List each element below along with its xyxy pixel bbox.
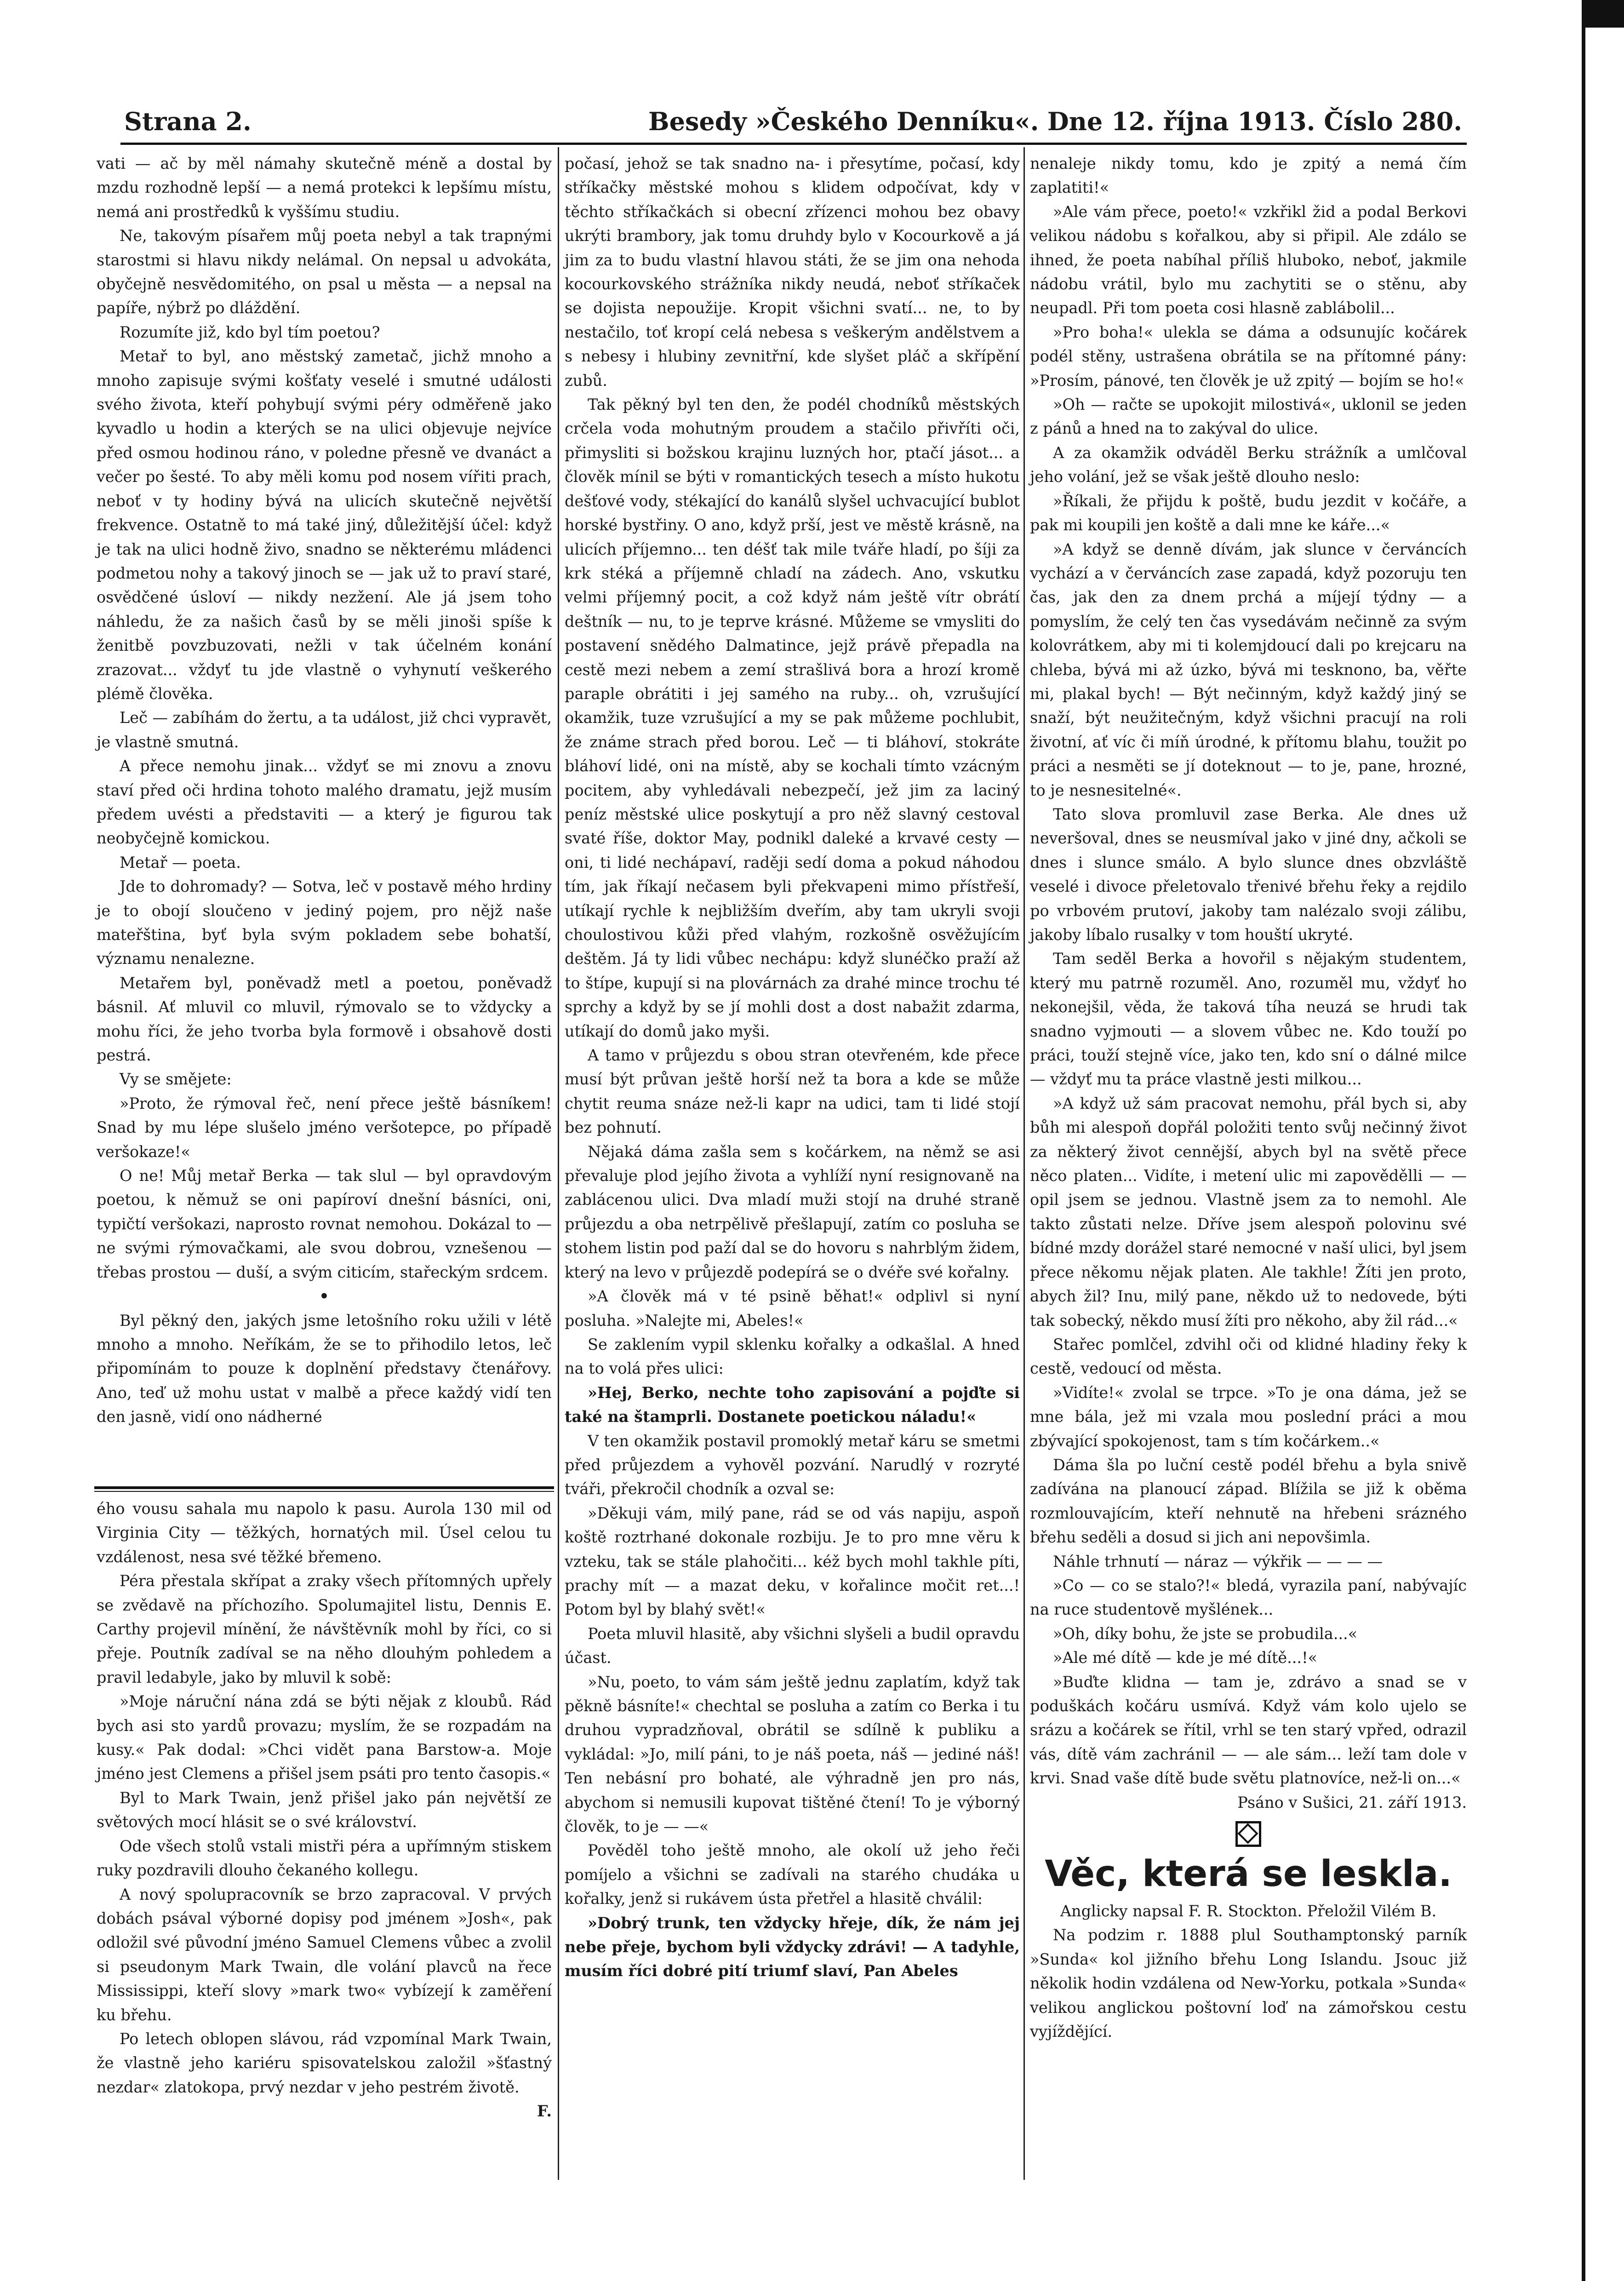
paragraph: »Moje náruční nána zdá se býti nějak z kloubů. Rád bych asi sto yardů provazu; myslím, že se rozpadám na kusy.« Pak dodal: »Chci vidět pana Barstow-a. Moje jméno jest Clemens a přišel jsem psáti pro tento časopis.« [97,1692,552,1783]
column-1 [97,152,552,1429]
periodical-title: Besedy »Českého Denníku«. [648,107,1039,136]
scan-border [1582,0,1585,2281]
paragraph: »Co — co se stalo?!« bledá, vyrazila paní, nabývajíc na ruce studentově myšlének... [1030,1576,1467,1619]
paragraph: Byl pěkný den, jakých jsme letošního roku užili v létě mnoho a mnoho. Neříkám, že se to přihodilo letos, leč připomínám to pouze k doplnění představy čtenářovy. Ano, teď už mohu ustat v malbě a přece každý vidí ten den jasně, vidí ono nádherné [97,1311,552,1426]
paragraph: Leč — zabíhám do žertu, a ta událost, již chci vypravět, je vlastně smutná. [97,709,552,751]
scan-edge [1582,0,1624,28]
header-rule [120,143,1467,145]
paragraph: Péra přestala skřípat a zraky všech přítomných upřely se zvědavě na příchozího. Spolumajitel listu, Dennis E. Carthy projevil mínění, že návštěvník mohl by říci, co si přeje. Poutník zadíval se na něho dlouhým pohledem a pravil ledabyle, jako by mluvil k sobě: [97,1572,552,1686]
paragraph: A nový spolupracovník se brzo zapracoval. V prvých dobách psával výborné dopisy pod jménem »Josh«, pak odložil své původní jméno Samuel Clemens vůbec a zvolil si pseudonym Mark Twain, dle volání plavců na řece Mississippi, kteří slovy »mark two« vybízejí k zaměření ku břehu. [97,1885,552,2024]
paragraph: »Děkuji vám, milý pane, rád se od vás napiju, aspoň koště roztrhané dokonale rozbiju. Je to pro mne věru k vzteku, tak se stále plahočiti... kéž bych mohl takhle píti, prachy mít — a mazat deku, v kořalince močit ret...! Potom byl by blahý svět!« [565,1504,1020,1619]
article-separator [94,1486,554,1489]
paragraph: O ne! Můj metař Berka — tak slul — byl opravdovým poetou, k němuž se oni papíroví dnešní básníci, oni, typičtí veršokazi, naprosto rovnat nemohou. Dokázal to — ne svými rýmovačkami, ale svou dobrou, vznešenou — třebas prostou — duší, a svým citicím, stařeckým srdcem. [97,1167,552,1281]
paragraph: Ne, takovým písařem můj poeta nebyl a tak trapnými starostmi si hlavu nikdy nelámal. On nepsal u advokáta, obyčejně nesvědomitého, on psal u města — a nepsal na papíře, nýbrž po dláždění. [97,227,552,317]
paragraph: Rozumíte již, kdo byl tím poetou? [120,323,380,341]
section-separator: • [319,1287,329,1306]
paragraph: Metařem byl, poněvadž metl a poetou, poněvadž básnil. Ať mluvil co mluvil, rýmovalo se to vždycky a mohu říci, že jeho tvorba byla formově i obsahově dosti pestrá. [97,974,552,1065]
paragraph: »Hej, Berko, nechte toho zapisování a pojďte si také na štamprli. Dostanete poetickou náladu!« [565,1383,1020,1426]
paragraph: »Nu, poeto, to vám sám ještě jednu zaplatím, když tak pěkně básníte!« chechtal se posluha a zatím co Berka i tu druhou vypradzňoval, obrátil se sdílně k publiku a vykládal: »Jo, milí páni, to je náš poeta, náš — jediné náš! Ten nebásní pro bohaté, ale výhradně jen pro nás, abychom si nemusili kupovat tištěné čtení! To je výborný člověk, to je — —« [565,1673,1020,1836]
paragraph: Ode všech stolů vstali mistři péra a upřímným stiskem ruky pozdravili dlouho čekaného kollegu. [97,1837,552,1880]
page-number: Strana 2. [124,107,252,136]
story-title: Věc, která se leskla. [1045,1853,1452,1895]
paragraph: vati — ač by měl námahy skutečně méně a dostal by mzdu rozhodně lepší — a nemá protekci k lepšímu místu, nemá ani prostředků k vyššímu studiu. [97,155,552,221]
column-2 [565,152,1020,1983]
paragraph: »Vidíte!« zvolal se trpce. »To je ona dáma, jež se mne bála, jež mi vzala mou poslední práci a mou zbývající spokojenost, tam s tím kočárkem..« [1030,1383,1467,1450]
page-header [124,107,1462,139]
paragraph: Tato slova promluvil zase Berka. Ale dnes už neveršoval, dnes se neusmíval jako v jiné dny, ačkoli se dnes i slunce smálo. A bylo slunce dnes obzvláště veselé i divoce přeletovalo třenivé břehu řeky a rejdilo po vrbovém prutoví, jakoby tam nalézalo svoji zálibu, jakoby líbalo rusalky v tom houští ukryté. [1030,805,1467,944]
paragraph: nenaleje nikdy tomu, kdo je zpitý a nemá čím zaplatiti!« [1030,155,1467,197]
ornament-icon [1235,1821,1261,1847]
paragraph: Na podzim r. 1888 plul Southamptonský parník »Sunda« kol jižního břehu Long Islandu. Jsouc již několik hodin vzdálena od New-Yorku, potkala »Sunda« velikou anglickou poštovní loď na zámořskou cestu vyjíždějící. [1030,1926,1467,2041]
paragraph: A přece nemohu jinak... vždyť se mi znovu a znovu staví před oči hrdina tohoto malého dramatu, jejž musím předem uvésti a představiti — a který je figurou tak neobyčejně komickou. [97,757,552,848]
paragraph: »Oh — račte se upokojit milostivá«, uklonil se jeden z pánů a hned na to zakýval do ulice. [1030,395,1467,438]
paragraph: »Ale mé dítě — kde je mé dítě...!« [1053,1649,1318,1667]
paragraph: Nějaká dáma zašla sem s kočárkem, na němž se asi převaluje plod jejího života a vyhlíží nyní resignovaně na zablácenou ulici. Dva mladí muži stojí na druhé straně průjezdu a oba netrpělivě přešlapují, zatím co posluha se stohem listin pod paží dal se do hovoru s nahrblým židem, který na levo v průjezdě podepírá se o dvéře své kořalny. [565,1142,1020,1281]
column-1-lower [97,1497,552,2124]
paragraph: »Buďte klidna — tam je, zdrávo a snad se v poduškách kočáru usmívá. Když vám kolo ujelo se srázu a kočárek se řítil, vrhl se ten starý vpřed, odrazil vás, dítě vám zachránil — — ale sám... leží tam dole v krvi. Snad vaše dítě bude světu platnovíce, než-li on...« [1030,1673,1467,1788]
column-divider [1024,147,1025,2180]
paragraph: Se zaklením vypil sklenku kořalky a odkašlal. A hned na to volá přes ulici: [565,1335,1020,1378]
issue-date: Dne 12. října 1913. Číslo 280. [1047,107,1462,136]
article-separator [94,1491,554,1492]
paragraph: ého vousu sahala mu napolo k pasu. Aurola 130 mil od Virginia City — těžkých, hornatých mil. Úsel celou tu vzdálenost, nesa své těžké břemeno. [97,1500,552,1566]
paragraph: Dáma šla po luční cestě podél břehu a byla snivě zadívána na planoucí západ. Blížila se již k oběma rozmlouvajícím, kteří nehnutě na hřebeni srázného břehu seděli a dosud si jich ani nepovšimla. [1030,1456,1467,1547]
paragraph: »Oh, díky bohu, že jste se probudila...« [1053,1624,1358,1643]
paragraph: »Proto, že rýmoval řeč, není přece ještě básníkem! Snad by mu lépe slušelo jméno veršotepce, po případě veršokaze!« [97,1094,552,1161]
paragraph: »A člověk má v té psině běhat!« odplivl si nyní posluha. »Nalejte mi, Abeles!« [565,1287,1020,1330]
paragraph: Metař to byl, ano městský zametač, jichž mnoho a mnoho zapisuje svými košťaty veselé i smutné události svého života, kteří pohybují svými péry odměřeně jako kyvadlo u hodin a kterých se na ulici objevuje nejvíce před osmou hodinou ráno, v poledne přesně ve dvanáct a večer po šesté. To aby měli komu pod nosem vířiti prach, neboť v ty hodiny bývá na ulicích skutečně největší frekvence. Ostatně to má také jiný, důležitější účel: když je tak na ulici hodně živo, snadno se některému mládenci podmetou nohy a takový jinoch se — jak už to praví staré, osvědčené úsloví — nikdy nezžení. Ale já jsem toho náhledu, že za našich časů by se měli jinoši spíše k ženitbě povzbuzovati, nežli v tak účelném konání zrazovat... vždyť tu jde vlastně o vyhynutí veškerého plémě člověka. [97,347,552,703]
byline: Anglicky napsal F. R. Stockton. Přeložil Vilém B. [1060,1902,1437,1920]
author-signature: F. [537,2102,552,2121]
paragraph: Vy se smějete: [120,1070,232,1089]
paragraph: »Říkali, že přijdu k poště, budu jezdit v kočáře, a pak mi koupili jen koště a dali mne ke káře...« [1030,492,1467,534]
paragraph: V ten okamžik postavil promoklý metař káru se smetmi před průjezdem a vyhověl pozvání. Narudlý v rozryté tváři, překročil chodník a ozval se: [565,1432,1020,1498]
paragraph: Jde to dohromady? — Sotva, leč v postavě mého hrdiny je to obojí sloučeno v jediný pojem, pro nějž naše mateřština, byť byla svým pokladem sebe bohatší, významu nenalezne. [97,877,552,968]
paragraph: Náhle trhnutí — náraz — výkřik — — — — [1053,1552,1383,1570]
paragraph: počasí, jehož se tak snadno na- i přesytíme, počasí, kdy stříkačky městské mohou s klidem odpočívat, kdy v těchto stříkačkách si obecní zřízenci mohou bez obavy ukrýti brambory, jak tomu druhdy bylo v Kocourkově a já jim za to budu vlastní hlavou státi, že se jim ona nehoda kocourkovského strážníka nikdy neudá, neboť stříkaček se dojista nepoužije. Kropit všichni svatí... ne, to by nestačilo, toť kropí celá nebesa s veškerým andělstvem a s nebesy i hlubiny zevnitřní, kde slyšet pláč a skřípění zubů. [565,155,1020,390]
paragraph: A za okamžik odváděl Berku strážník a umlčoval jeho volání, jež se však ještě dlouho neslo: [1030,443,1467,486]
paragraph: Pověděl toho ještě mnoho, ale okolí už jeho řeči pomíjelo a všichni se zadívali na starého chudáka u kořalky, jenž si rukávem ústa přetřel a hlasitě chválil: [565,1841,1020,1908]
paragraph: A tamo v průjezdu s obou stran otevřeném, kde přece musí být průvan ještě horší než ta bora a kde se může chytit reuma snáze než-li kapr na udici, tam ti lidé stojí bez pohnutí. [565,1046,1020,1137]
paragraph: Byl to Mark Twain, jenž přišel jako pán největší ze světových mocí hlásit se o své království. [97,1788,552,1831]
column-divider [558,147,559,2180]
paragraph: Poeta mluvil hlasitě, aby všichni slyšeli a budil opravdu účast. [565,1624,1020,1667]
paragraph: Stařec pomlčel, zdvihl oči od klidné hladiny řeky k cestě, vedoucí od města. [1030,1335,1467,1378]
paragraph: »Dobrý trunk, ten vždycky hřeje, dík, že nám jej nebe přeje, bychom byli vždycky zdrávi! — A tadyhle, musím říci dobré pití triumf slaví, Pan Abeles [565,1914,1020,1980]
paragraph: »Ale vám přece, poeto!« vzkřikl žid a podal Berkovi velikou nádobu s kořalkou, aby si připil. Ale zdálo se ihned, že poeta nabíhal příliš hluboko, neboť, jakmile nádobu vrátil, bylo mu zachytiti se o stěnu, aby neupadl. Při tom poeta cosi hlasně zablábolil... [1030,202,1467,317]
paragraph: Metař — poeta. [120,853,241,871]
dateline: Psáno v Sušici, 21. září 1913. [1237,1793,1467,1811]
paragraph: »A když se denně dívám, jak slunce v červáncích vychází a v červáncích zase zapadá, když pozoruju ten čas, jak den za dnem prchá a míjejí týdny — a pomyslím, že celý ten čas vysedávám nečinně za svým kolovrátkem, aby mi ti kolemjdoucí dali po krejcaru na chleba, bývá mi až úzko, bývá mi tesknono, ba, věřte mi, plakal bych! — Být nečinným, když každý jiný se snaží, být neužitečným, když všichni pracují na roli životní, ať víc či míň úrodné, k přítomu blahu, toužit po práci a nesměti se jí doteknout — to je, pane, hrozné, to je nesnesitelné«. [1030,540,1467,799]
paragraph: Tak pěkný byl ten den, že podél chodníků městských crčela voda mohutným proudem a stačilo přivříti oči, přimysliti si božskou krajinu luzných hor, ptačí jásot... a člověk mínil se býti v romantických tesech a místo hukotu dešťové vody, stékající do kanálů slyšel uchvacující bublot horské bystřiny. O ano, když prší, jest ve městě krásně, na ulicích příjemno... ten déšť tak mile tváře hladí, po šíji za krk stéká a příjemně chladí na zádech. Ano, vskutku velmi příjemný pocit, a což když nám ještě vítr obrátí deštník — nu, to je teprve krásné. Můžeme se vmysliti do postavení snědého Dalmatince, jejž právě přepadla na cestě mezi nebem a zemí strašlivá bora a hrozí kromě paraple obrátiti i jej samého na ruby... oh, vzrušující okamžik, tuze vzrušující a my se pak můžeme pochlubit, že známe strach před borou. Leč — ti bláhoví, stokráte bláhoví lidé, oni na místě, aby se kochali tímto vzácným pocitem, aby vyhledávali nebezpečí, jež jim za laciný peníz městské ulice poskytují a pro něž slavný cestoval svaté říše, doktor May, podnikl daleké a krvavé cesty — oni, ti lidé nechápaví, raději sedí doma a pokud náhodou tím, jak říkají nečasem byli překvapeni mimo přístřeší, utíkají rychle k nejbližším dveřím, aby tam ukryli svoji choulostivou kůži před vlahým, rozkošně osvěžujícím deštěm. Já ty lidi vůbec nechápu: když slunéčko praží až to štípe, kupují si na plovárnách za drahé mince trochu té sprchy a když by se jí mohli dost a dost nabažit zdarma, utíkají do domů jako myši. [565,395,1020,1040]
column-3 [1030,152,1467,2044]
paragraph: »Pro boha!« ulekla se dáma a odsunujíc kočárek podél stěny, ustrašena obrátila se na přítomné pány: »Prosím, pánové, ten člověk je už zpitý — bojím se ho!« [1030,323,1467,390]
paragraph: »A když už sám pracovat nemohu, přál bych si, aby bůh mi alespoň dopřál položiti tento svůj nečinný život za některý život cennější, abych byl na světě přece něco platen... Vidíte, i metení ulic mi zapovědělli — — opil jsem se jednou. Vlastně jsem za to nemohl. Ale takto zůstati nelze. Dříve jsem alespoň polovinu své bídné mzdy dorážel staré nemocné v naší ulici, byl jsem přece někomu nějak platen. Ale takhle! Žíti jen proto, abych žil? Inu, milý pane, někdo už to nedovede, býti tak sobecký, někdo musí žíti pro někoho, aby žil rád...« [1030,1094,1467,1330]
paragraph: Po letech oblopen slávou, rád vzpomínal Mark Twain, že vlastně jeho kariéru spisovatelskou založil »šťastný nezdar« zlatokopa, prvý nezdar v jeho pestrém životě. [97,2029,552,2096]
paragraph: Tam seděl Berka a hovořil s nějakým studentem, který mu patrně rozuměl. Ano, rozuměl mu, vždyť ho nekonejšil, věda, že taková tíha neuzá se hrudi tak snadno vyjmouti — a slovem vůbec ne. Kdo touží po práci, touží stejně více, jako ten, kdo sní o dálné milce — vždyť mu ta práce vlastně jesti milkou... [1030,950,1467,1089]
